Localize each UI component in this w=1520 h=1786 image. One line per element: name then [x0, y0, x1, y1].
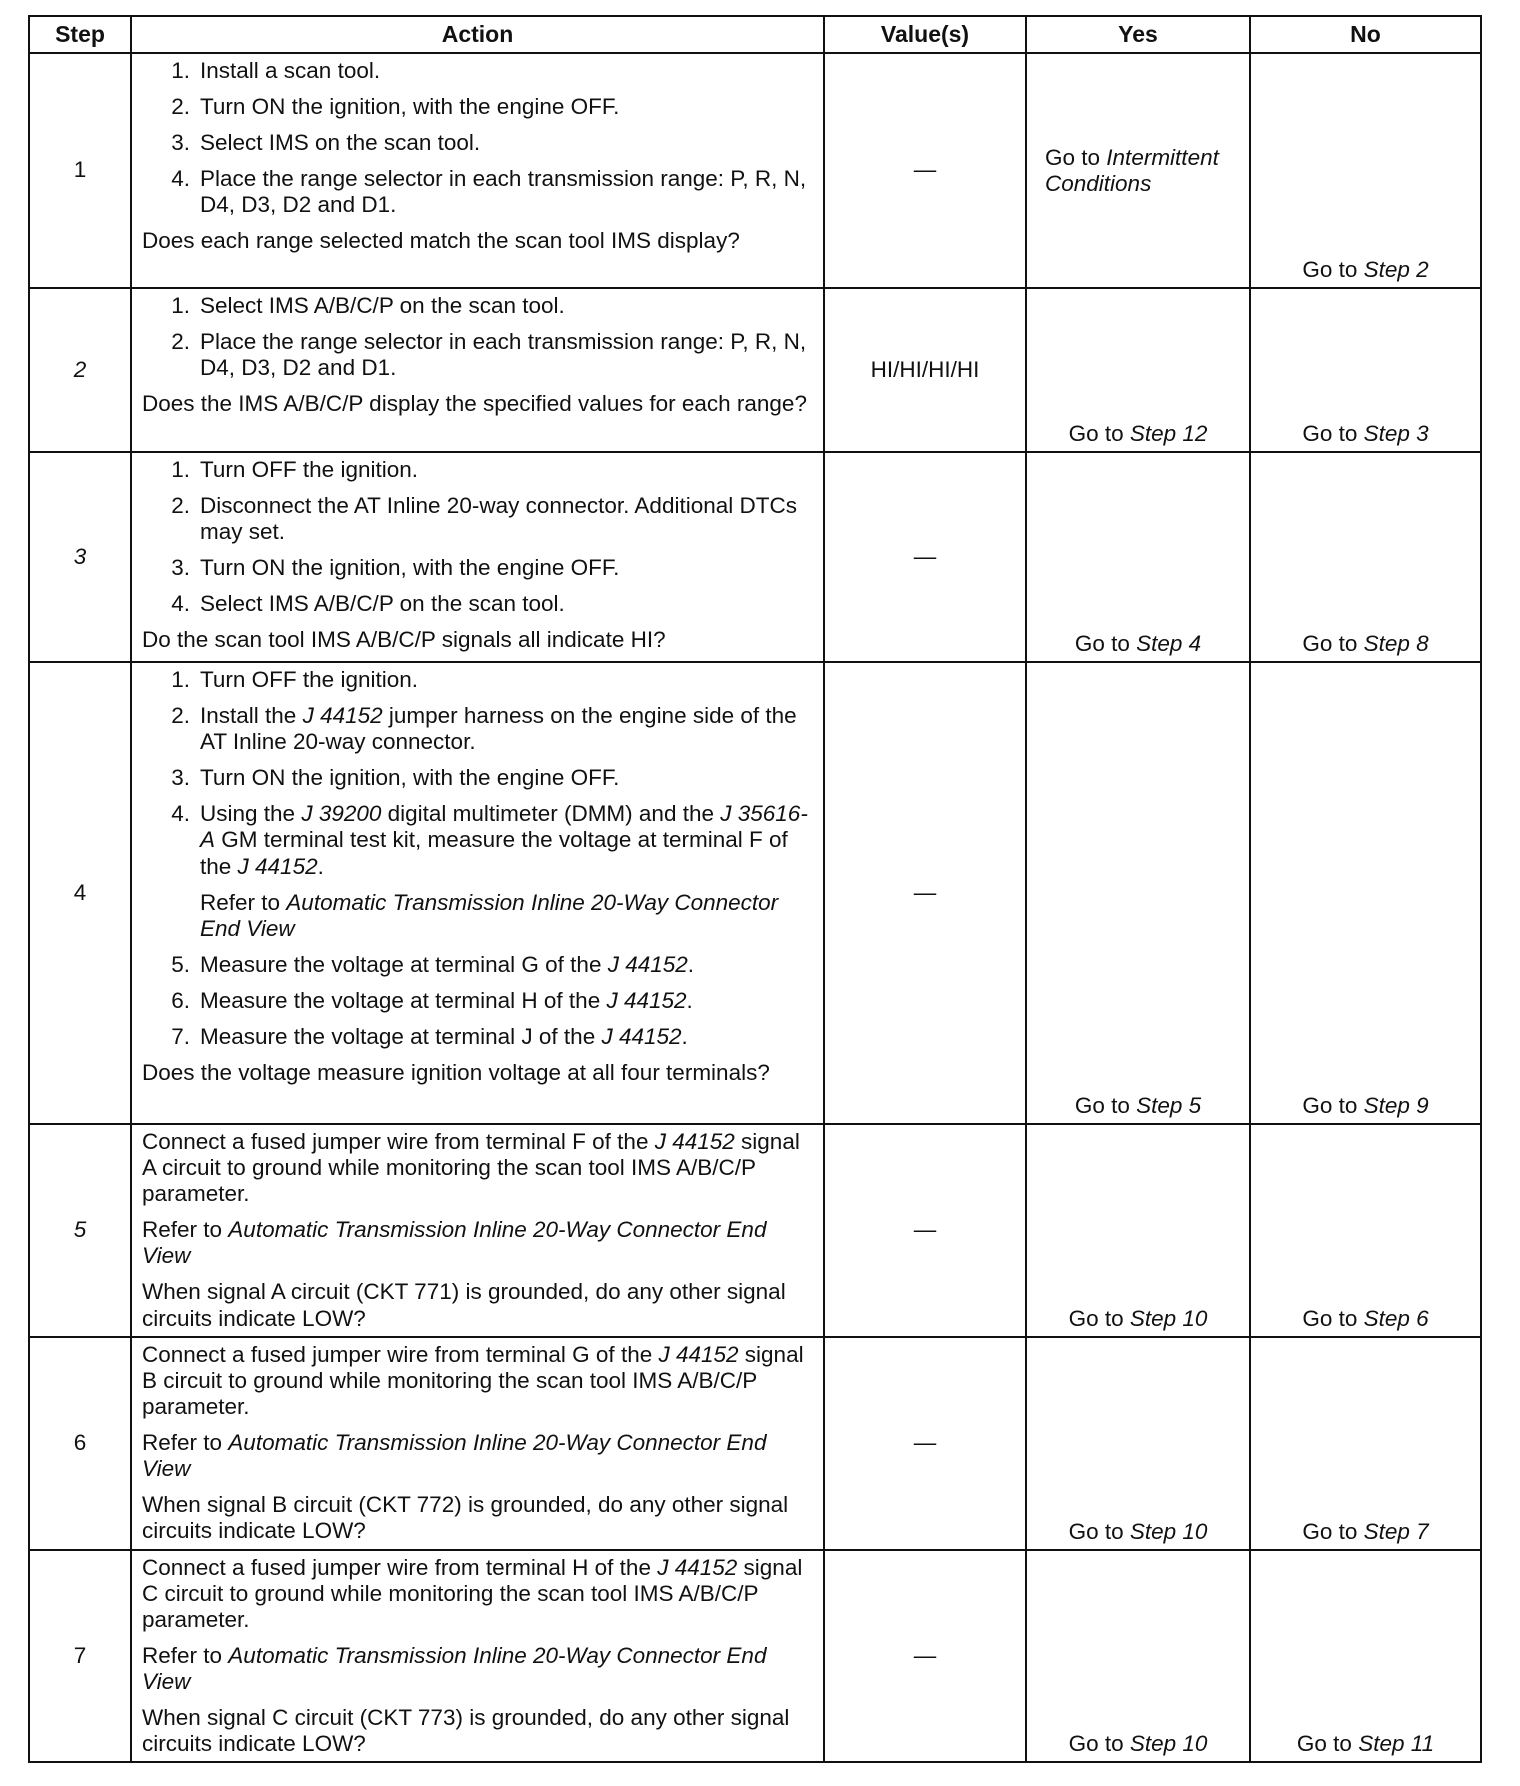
yes-cell [1026, 1124, 1250, 1337]
yes-link[interactable]: Go to Step 5 [1074, 1092, 1202, 1118]
yes-link[interactable]: Go to Step 12 [1068, 420, 1208, 446]
value-cell: — [824, 1124, 1026, 1337]
step-number: 3 [29, 452, 131, 662]
action-item: 1. Install a scan tool. [171, 58, 381, 83]
yes-link[interactable]: Go to Step 4 [1074, 630, 1202, 656]
action-question: Does the IMS A/B/C/P display the specified values for each range? [142, 391, 807, 417]
header-action: Action [131, 16, 824, 53]
no-link[interactable]: Go to Step 7 [1302, 1518, 1429, 1544]
refer-link[interactable]: Automatic Transmission Inline 20-Way Connector End View [200, 889, 779, 941]
action-question: Does each range selected match the scan tool IMS display? [142, 228, 740, 254]
no-link[interactable]: Go to Step 11 [1296, 1731, 1435, 1757]
step-number: 2 [29, 288, 131, 452]
no-link[interactable]: Go to Step 3 [1302, 420, 1429, 446]
no-link[interactable]: Go to Step 6 [1302, 1305, 1429, 1331]
table-row [29, 53, 1481, 288]
yes-cell [1026, 1550, 1250, 1763]
action-item: 3. Select IMS on the scan tool. [171, 130, 481, 156]
step-number: 6 [29, 1337, 131, 1550]
action-item: 2. Disconnect the AT Inline 20-way connector. Additional DTCs may set. [171, 493, 797, 545]
no-cell [1250, 1550, 1481, 1763]
action-item: 4. Using the J 39200 digital multimeter (DMM) and the J 35616-A GM terminal test kit, measure the voltage at terminal F of the J 44152. Refer to Automatic Transmission Inline 20-Way Connector End View [142, 801, 817, 941]
step-number: 5 [29, 1124, 131, 1337]
step-number: 7 [29, 1550, 131, 1763]
table-row [29, 288, 1481, 452]
table-row [29, 1337, 1481, 1550]
action-item: 2. Turn ON the ignition, with the engine OFF. [171, 94, 620, 120]
table-row [29, 1550, 1481, 1763]
refer-link[interactable]: Automatic Transmission Inline 20-Way Connector End View [142, 1217, 767, 1269]
action-item: 3. Turn ON the ignition, with the engine OFF. [171, 555, 620, 581]
table-row [29, 452, 1481, 662]
refer-link[interactable]: Automatic Transmission Inline 20-Way Connector End View [142, 1429, 767, 1482]
action-item: 2. Place the range selector in each transmission range: P, R, N, D4, D3, D2 and D1. [171, 329, 807, 381]
value-cell: — [824, 1550, 1026, 1763]
action-cell [131, 1124, 824, 1337]
refer-note: Refer to Automatic Transmission Inline 20-Way Connector End View [142, 1429, 767, 1482]
no-link[interactable]: Go to Step 2 [1302, 256, 1429, 282]
action-item: 6. Measure the voltage at terminal H of the J 44152. [171, 987, 693, 1013]
no-cell [1250, 662, 1481, 1124]
header-step: Step [29, 16, 131, 53]
step-number: 1 [29, 53, 131, 288]
refer-note: Refer to Automatic Transmission Inline 20-Way Connector End View [142, 1217, 767, 1269]
yes-cell [1026, 53, 1250, 288]
action-item: 4. Place the range selector in each transmission range: P, R, N, D4, D3, D2 and D1. [171, 166, 807, 218]
action-question: Does the voltage measure ignition voltage at all four terminals? [142, 1060, 770, 1086]
refer-note: Refer to Automatic Transmission Inline 20-Way Connector End View [200, 889, 779, 941]
header-row [29, 16, 1481, 53]
action-item: 3. Turn ON the ignition, with the engine OFF. [171, 765, 620, 791]
header-values: Value(s) [824, 16, 1026, 53]
value-cell: HI/HI/HI/HI [824, 288, 1026, 452]
no-cell [1250, 1124, 1481, 1337]
action-cell [131, 288, 824, 452]
no-cell [1250, 1337, 1481, 1550]
refer-link[interactable]: Automatic Transmission Inline 20-Way Connector End View [142, 1642, 767, 1695]
action-cell [131, 452, 824, 662]
table-row [29, 1124, 1481, 1337]
step-number: 4 [29, 662, 131, 1124]
action-text: Connect a fused jumper wire from terminal F of the J 44152 signal A circuit to ground while monitoring the scan tool IMS A/B/C/P parameter. [142, 1129, 800, 1207]
action-text: Connect a fused jumper wire from terminal H of the J 44152 signal C circuit to ground while monitoring the scan tool IMS A/B/C/P parameter. [142, 1554, 803, 1632]
action-question: When signal C circuit (CKT 773) is grounded, do any other signal circuits indicate LOW? [142, 1705, 790, 1757]
action-question: When signal B circuit (CKT 772) is grounded, do any other signal circuits indicate LOW? [142, 1492, 789, 1544]
diagnostic-table [28, 15, 1482, 1763]
no-link[interactable]: Go to Step 9 [1302, 1092, 1429, 1118]
yes-cell [1026, 662, 1250, 1124]
value-cell: — [824, 1337, 1026, 1550]
header-yes: Yes [1026, 16, 1250, 53]
yes-cell [1026, 1337, 1250, 1550]
action-text: Connect a fused jumper wire from terminal G of the J 44152 signal B circuit to ground while monitoring the scan tool IMS A/B/C/P parameter. [142, 1341, 804, 1419]
action-item: 1. Turn OFF the ignition. [171, 457, 419, 482]
action-item: 7. Measure the voltage at terminal J of the J 44152. [171, 1024, 688, 1050]
yes-link[interactable]: Go to Intermittent Conditions [1045, 144, 1219, 196]
no-cell [1250, 452, 1481, 662]
value-cell: — [824, 452, 1026, 662]
action-cell [131, 662, 824, 1124]
action-item: 4. Select IMS A/B/C/P on the scan tool. [171, 591, 565, 617]
header-no: No [1250, 16, 1481, 53]
yes-link[interactable]: Go to Step 10 [1068, 1518, 1208, 1544]
action-question: When signal A circuit (CKT 771) is grounded, do any other signal circuits indicate LOW? [142, 1279, 786, 1331]
value-cell: — [824, 53, 1026, 288]
no-cell [1250, 53, 1481, 288]
action-cell [131, 53, 824, 288]
yes-cell [1026, 452, 1250, 662]
action-cell [131, 1337, 824, 1550]
refer-note: Refer to Automatic Transmission Inline 20-Way Connector End View [142, 1642, 767, 1695]
no-cell [1250, 288, 1481, 452]
yes-link[interactable]: Go to Step 10 [1068, 1305, 1208, 1331]
action-question: Do the scan tool IMS A/B/C/P signals all indicate HI? [142, 627, 666, 653]
action-item: 1. Select IMS A/B/C/P on the scan tool. [171, 293, 565, 318]
value-cell: — [824, 662, 1026, 1124]
no-link[interactable]: Go to Step 8 [1302, 630, 1429, 656]
action-item: 5. Measure the voltage at terminal G of the J 44152. [171, 951, 695, 977]
table-row [29, 662, 1481, 1124]
yes-link[interactable]: Go to Step 10 [1068, 1731, 1208, 1757]
yes-cell [1026, 288, 1250, 452]
action-item: 1. Turn OFF the ignition. [171, 667, 419, 692]
action-cell [131, 1550, 824, 1763]
action-item: 2. Install the J 44152 jumper harness on the engine side of the AT Inline 20-way connector. [171, 703, 797, 755]
